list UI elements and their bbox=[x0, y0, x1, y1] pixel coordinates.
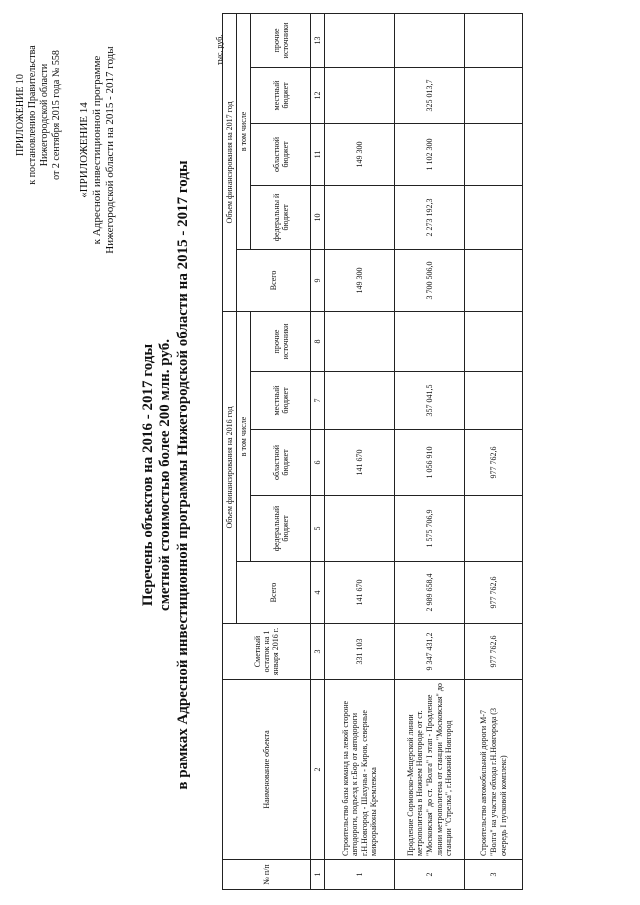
units-label: тыс. руб. bbox=[215, 34, 224, 65]
cell-o16 bbox=[465, 311, 523, 371]
program-line: «ПРИЛОЖЕНИЕ 14 bbox=[78, 102, 90, 198]
header-incl-2016: в том числе bbox=[237, 311, 251, 561]
column-number: 9 bbox=[311, 249, 325, 311]
cell-f17 bbox=[465, 185, 523, 249]
cell-l17: 325 013,7 bbox=[395, 67, 465, 123]
table-row bbox=[465, 13, 523, 889]
table-row bbox=[325, 13, 395, 889]
column-number: 13 bbox=[311, 13, 325, 67]
program-header bbox=[78, 15, 118, 285]
cell-r17: 1 102 300 bbox=[395, 123, 465, 185]
cell-l16: 357 041,5 bbox=[395, 372, 465, 430]
cell-t17 bbox=[465, 249, 523, 311]
header-federal-2016: федеральный бюджет bbox=[251, 496, 311, 562]
header-local-2016: местный бюджет bbox=[251, 372, 311, 430]
header-group-2016: Объем финансирования на 2016 год bbox=[223, 311, 237, 623]
column-number: 12 bbox=[311, 67, 325, 123]
cell-r17: 149 300 bbox=[325, 123, 395, 185]
header-federal-2017: федеральны й бюджет bbox=[251, 185, 311, 249]
appendix-line: от 2 сентября 2015 года № 558 bbox=[51, 50, 62, 180]
cell-o17 bbox=[465, 13, 523, 67]
cell-f16 bbox=[465, 496, 523, 562]
cell-l17 bbox=[325, 67, 395, 123]
cell-o16 bbox=[395, 311, 465, 371]
cell-no: 1 bbox=[325, 860, 395, 890]
cell-f16: 1 575 706,9 bbox=[395, 496, 465, 562]
column-number: 3 bbox=[311, 624, 325, 680]
header-incl-2017: в том числе bbox=[237, 13, 251, 249]
column-number: 1 bbox=[311, 860, 325, 890]
cell-l16 bbox=[465, 372, 523, 430]
header-no: № п/п bbox=[223, 860, 311, 890]
column-number: 7 bbox=[311, 372, 325, 430]
column-number: 2 bbox=[311, 680, 325, 860]
cell-r16: 977 762,6 bbox=[465, 430, 523, 496]
cell-l17 bbox=[465, 67, 523, 123]
cell-t17: 149 300 bbox=[325, 249, 395, 311]
header-name: Наименование объекта bbox=[223, 680, 311, 860]
cell-f16 bbox=[325, 496, 395, 562]
cell-t16: 141 670 bbox=[325, 562, 395, 624]
cell-r17 bbox=[465, 123, 523, 185]
cell-l16 bbox=[325, 372, 395, 430]
title-line: Перечень объектов на 2016 - 2017 годы bbox=[140, 343, 156, 607]
cell-balance: 977 762,6 bbox=[465, 624, 523, 680]
cell-r16: 1 056 910 bbox=[395, 430, 465, 496]
program-line: Нижегородской области на 2015 - 2017 годы bbox=[104, 46, 117, 254]
cell-o17 bbox=[325, 13, 395, 67]
column-number: 11 bbox=[311, 123, 325, 185]
appendix-line: ПРИЛОЖЕНИЕ 10 bbox=[15, 74, 26, 156]
cell-o17 bbox=[395, 13, 465, 67]
header-total-2017: Всего bbox=[237, 249, 311, 311]
cell-name: Продление Сормовско-Мещерской линии метрополитена в Нижнем Новгороде от ст. "Московская" до ст. "Волга" I этап - Продление линии метрополитена от станции "Московская" до станции "Стрелка", г.Нижний Новгород bbox=[395, 680, 465, 860]
cell-name: Строительство автомобильной дороги М-7 "Волга" на участке обхода г.Н.Новгорода (3 очередь I пусковой комплекс) bbox=[465, 680, 523, 860]
document-title bbox=[140, 125, 192, 825]
column-number: 4 bbox=[311, 562, 325, 624]
cell-r16: 141 670 bbox=[325, 430, 395, 496]
appendix-header bbox=[15, 15, 63, 215]
column-number: 10 bbox=[311, 185, 325, 249]
cell-name: Строительство базы команд на левой стороне автодороги, подъезд к г.Бор от автодороги г.Н.Новгород - Шахунья - Киров, северные микрорайоны Кремлевска bbox=[325, 680, 395, 860]
header-local-2017: местный бюджет bbox=[251, 67, 311, 123]
cell-no: 3 bbox=[465, 860, 523, 890]
header-group-2017: Объем финансирования на 2017 год bbox=[223, 13, 237, 311]
cell-balance: 9 347 431,2 bbox=[395, 624, 465, 680]
column-number: 8 bbox=[311, 311, 325, 371]
table-body bbox=[325, 13, 523, 889]
header-balance: Сметный остаток на 1 января 2016 г. bbox=[223, 624, 311, 680]
header-regional-2016: областной бюджет bbox=[251, 430, 311, 496]
column-number: 5 bbox=[311, 496, 325, 562]
cell-balance: 331 103 bbox=[325, 624, 395, 680]
cell-t17: 3 700 506,0 bbox=[395, 249, 465, 311]
header-other-2016: прочие источники bbox=[251, 311, 311, 371]
header-total-2016: Всего bbox=[237, 562, 311, 624]
cell-t16: 977 762,6 bbox=[465, 562, 523, 624]
cell-o16 bbox=[325, 311, 395, 371]
cell-no: 2 bbox=[395, 860, 465, 890]
appendix-line: Нижегородской области bbox=[39, 63, 50, 167]
column-number: 6 bbox=[311, 430, 325, 496]
title-line: в рамках Адресной инвестиционной программы Нижегородской области на 2015 - 2017 годы bbox=[174, 160, 191, 790]
header-regional-2017: областной бюджет bbox=[251, 123, 311, 185]
table-row bbox=[395, 13, 465, 889]
cell-t16: 2 989 658,4 bbox=[395, 562, 465, 624]
appendix-line: к постановлению Правительства bbox=[27, 45, 38, 185]
objects-table bbox=[222, 13, 523, 890]
cell-f17: 2 273 192,3 bbox=[395, 185, 465, 249]
column-number-row bbox=[311, 13, 325, 889]
title-line: сметной стоимостью более 200 млн. руб. bbox=[157, 339, 174, 611]
header-other-2017: прочие источники bbox=[251, 13, 311, 67]
program-line: к Адресной инвестиционной программе bbox=[91, 55, 104, 245]
cell-f17 bbox=[325, 185, 395, 249]
